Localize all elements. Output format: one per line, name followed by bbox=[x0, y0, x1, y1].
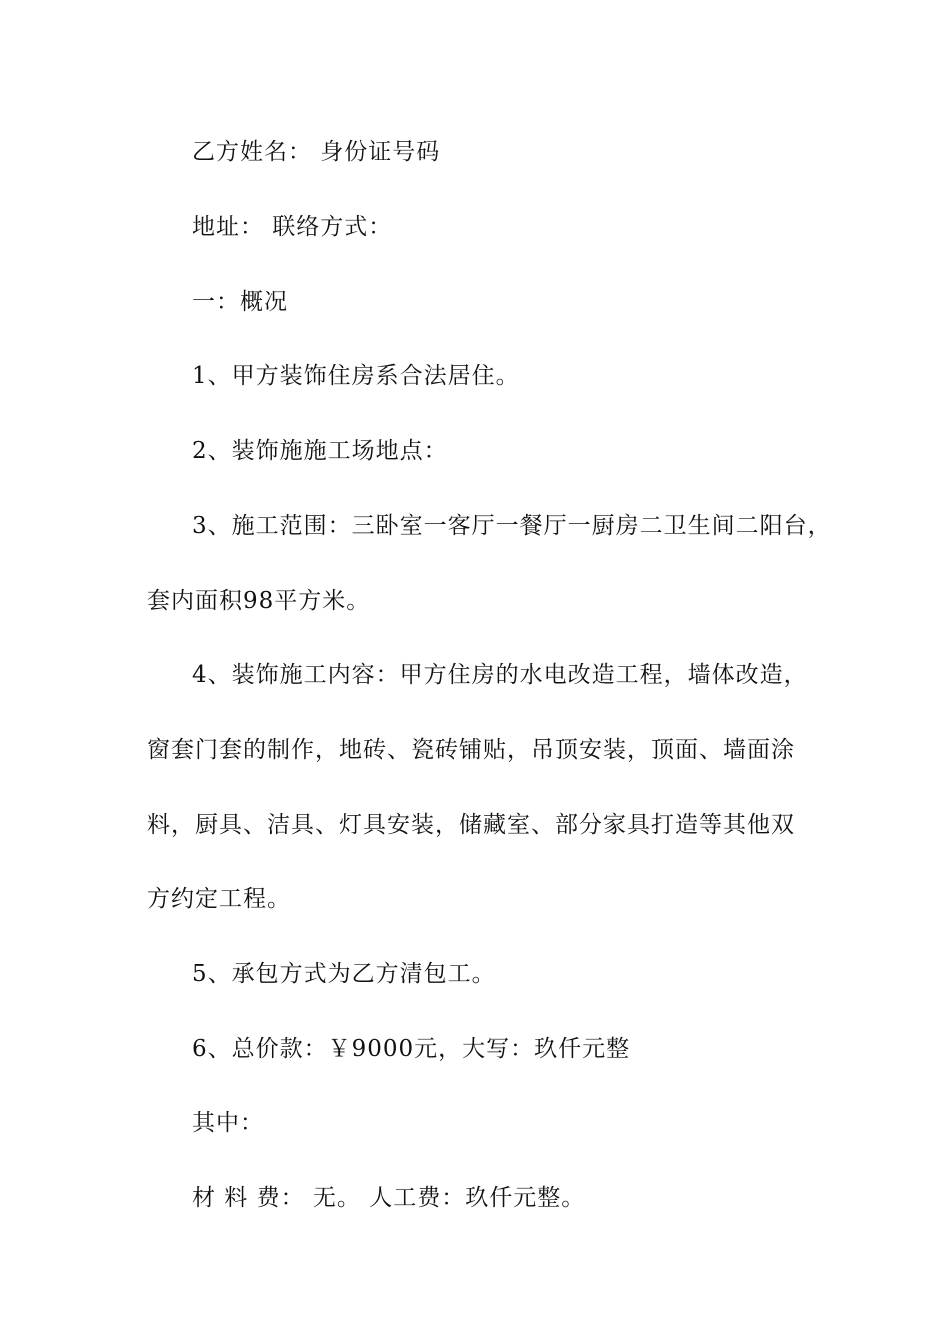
breakdown-heading: 其中： bbox=[192, 1110, 264, 1136]
cost-breakdown-line: 材 料 费： 无。 人工费：玖仟元整。 bbox=[192, 1185, 586, 1211]
clause-1: 1、甲方装饰住房系合法居住。 bbox=[192, 363, 520, 389]
clause-4-line-1: 4、装饰施工内容：甲方住房的水电改造工程，墙体改造， bbox=[192, 662, 808, 688]
clause-4-line-4: 方约定工程。 bbox=[147, 886, 291, 912]
clause-4-line-2: 窗套门套的制作，地砖、瓷砖铺贴，吊顶安装，顶面、墙面涂 bbox=[147, 737, 795, 763]
clause-4-line-3: 料，厨具、洁具、灯具安装，储藏室、部分家具打造等其他双 bbox=[147, 812, 795, 838]
overview-heading: 一：概况 bbox=[192, 289, 288, 315]
clause-2: 2、装饰施施工场地点： bbox=[192, 438, 448, 464]
clause-3-line-2: 套内面积98平方米。 bbox=[147, 588, 371, 614]
address-contact-line: 地址： 联络方式： bbox=[192, 214, 393, 240]
clause-6: 6、总价款：￥9000元，大写：玖仟元整 bbox=[192, 1036, 631, 1062]
clause-3-line-1: 3、施工范围：三卧室一客厅一餐厅一厨房二卫生间二阳台， bbox=[192, 513, 832, 539]
clause-5: 5、承包方式为乙方清包工。 bbox=[192, 961, 496, 987]
party-b-name-line: 乙方姓名： 身份证号码 bbox=[192, 139, 441, 165]
